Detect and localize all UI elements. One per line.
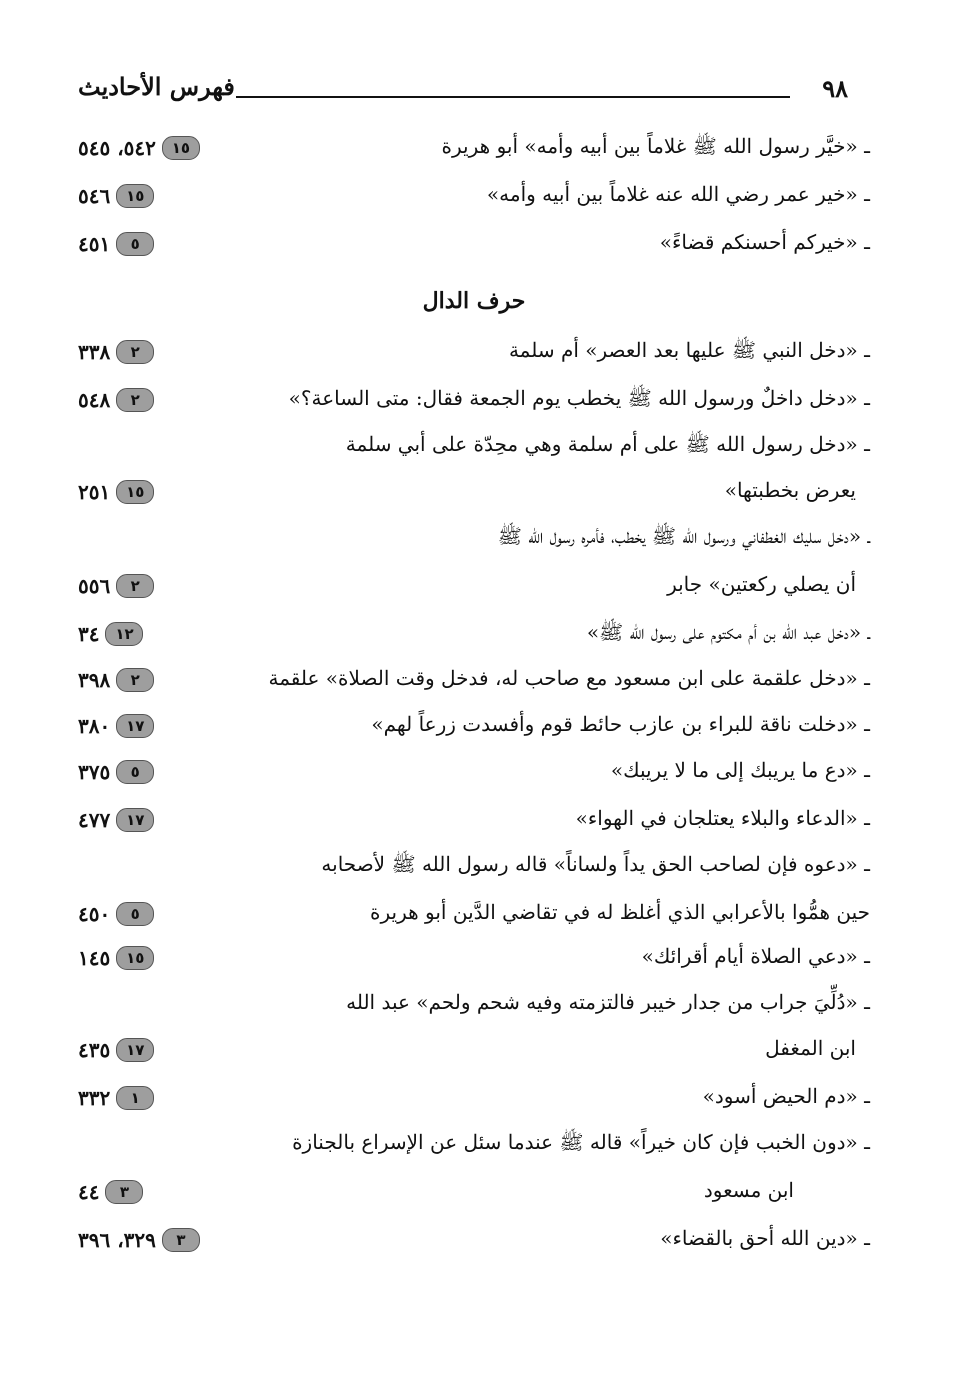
- entry-reference: [78, 622, 258, 646]
- index-entry: [78, 800, 870, 844]
- entry-reference: [78, 760, 258, 784]
- entry-text: ـ «دعوه فإن لصاحب الحق يداً ولساناً» قاله رسول الله ﷺ لأصحابه: [321, 852, 870, 876]
- volume-badge: ٣: [162, 1228, 200, 1252]
- index-entry-continuation: [78, 1030, 870, 1074]
- page-refs: ١٤٥: [78, 946, 111, 970]
- page-refs: ٣٣٨: [78, 340, 111, 364]
- page-refs: ٥٤٨: [78, 388, 111, 412]
- entry-reference: [78, 232, 258, 256]
- volume-badge: ١٧: [116, 714, 154, 738]
- index-entry: [78, 660, 870, 704]
- entry-reference: [78, 184, 258, 208]
- index-entry: [78, 176, 870, 220]
- page-refs: ٣٣٢: [78, 1086, 111, 1110]
- header-rule: [236, 96, 790, 98]
- entry-reference: [78, 902, 258, 926]
- index-entry: [78, 1124, 870, 1168]
- index-entry-continuation: [78, 566, 870, 610]
- entry-reference: [78, 388, 258, 412]
- entry-text: ـ «دخلت ناقة للبراء بن عازب حائط قوم وأفسدت زرعاً لهم»: [371, 712, 870, 736]
- entry-text: ـ «دين الله أحق بالقضاء»: [660, 1226, 870, 1250]
- index-entry: [78, 1220, 870, 1264]
- index-entry: [78, 380, 870, 424]
- page-refs: ٥٤٦: [78, 184, 111, 208]
- entry-text: ـ «دخل النبي ﷺ عليها بعد العصر» أم سلمة: [508, 338, 870, 362]
- index-entry: [78, 518, 870, 562]
- entry-text: ـ «دون الخبب فإن كان خيراً» قاله ﷺ عندما سئل عن الإسراع بالجنازة: [292, 1130, 870, 1154]
- volume-badge: ١٥: [162, 136, 200, 160]
- entry-reference: [78, 1228, 258, 1252]
- entry-text: ابن المغفل: [765, 1036, 856, 1060]
- index-entry: [78, 128, 870, 172]
- index-entry-continuation: [78, 472, 870, 516]
- entry-reference: [78, 480, 258, 504]
- entry-reference: [78, 574, 258, 598]
- entry-text: ـ «دخل عبد الله بن أم مكتوم على رسول الله ﷺ»: [586, 620, 870, 644]
- page-number: ٩٨: [822, 74, 848, 103]
- index-entry: [78, 706, 870, 750]
- page-refs: ٤٣٥: [78, 1038, 111, 1062]
- entry-text: أن يصلي ركعتين» جابر: [667, 572, 856, 596]
- entry-reference: [78, 1086, 258, 1110]
- entry-text: ـ «دخل رسول الله ﷺ على أم سلمة وهي محِدّة على أبي سلمة: [345, 432, 870, 456]
- entry-text: ـ «دع ما يريبك إلى ما لا يريبك»: [610, 758, 870, 782]
- entry-reference: [78, 946, 258, 970]
- volume-badge: ١٥: [116, 480, 154, 504]
- entry-text: ـ «دعي الصلاة أيام أقرائك»: [641, 944, 870, 968]
- volume-badge: ١: [116, 1086, 154, 1110]
- index-entry: [78, 1078, 870, 1122]
- entry-text: ابن مسعود: [703, 1178, 794, 1202]
- entry-text: ـ «دخل سليك الغطفاني ورسول الله ﷺ يخطب، فأمره رسول الله ﷺ: [497, 524, 870, 548]
- page-refs: ٤٤: [78, 1180, 100, 1204]
- index-entry: [78, 426, 870, 470]
- volume-badge: ٢: [116, 340, 154, 364]
- entry-text: ـ «دخل داخلٌ ورسول الله ﷺ يخطب يوم الجمعة فقال: متى الساعة؟»: [288, 386, 870, 410]
- entry-text: ـ «خيَّر رسول الله ﷺ غلاماً بين أبيه وأمه» أبو هريرة: [441, 134, 870, 158]
- header-title: فهرس الأحاديث: [78, 72, 235, 101]
- entry-reference: [78, 808, 258, 832]
- entry-reference: [78, 1038, 258, 1062]
- page-refs: ٢٥١: [78, 480, 111, 504]
- page-refs: ٤٥٠: [78, 902, 111, 926]
- index-entry-continuation: [78, 894, 870, 938]
- volume-badge: ٥: [116, 232, 154, 256]
- volume-badge: ١٥: [116, 946, 154, 970]
- entry-reference: [78, 340, 258, 364]
- entry-reference: [78, 136, 258, 160]
- page-refs: ٤٧٧: [78, 808, 111, 832]
- volume-badge: ١٧: [116, 1038, 154, 1062]
- volume-badge: ٢: [116, 574, 154, 598]
- page-refs: ٣٢٩، ٣٩٦: [78, 1228, 156, 1252]
- entry-text: ـ «خيركم أحسنكم قضاءً»: [659, 230, 870, 254]
- volume-badge: ٥: [116, 902, 154, 926]
- entry-reference: [78, 714, 258, 738]
- entry-text: ـ «دُلِّيَ جراب من جدار خيبر فالتزمته وفيه شحم ولحم» عبد الله: [346, 990, 870, 1014]
- volume-badge: ٢: [116, 668, 154, 692]
- volume-badge: ٣: [105, 1180, 143, 1204]
- entry-text: يعرض بخطبتها»: [724, 478, 856, 502]
- volume-badge: ١٢: [105, 622, 143, 646]
- volume-badge: ٢: [116, 388, 154, 412]
- entry-text: ـ «دم الحيض أسود»: [702, 1084, 870, 1108]
- page-refs: ٣٧٥: [78, 760, 111, 784]
- page-refs: ٣٤: [78, 622, 100, 646]
- page-refs: ٥٤٢، ٥٤٥: [78, 136, 156, 160]
- volume-badge: ٥: [116, 760, 154, 784]
- index-entry: [78, 984, 870, 1028]
- volume-badge: ١٥: [116, 184, 154, 208]
- page-header: [78, 72, 848, 112]
- page-refs: ٣٨٠: [78, 714, 111, 738]
- page-refs: ٥٥٦: [78, 574, 111, 598]
- entry-reference: [78, 1180, 258, 1204]
- entry-text: ـ «خير عمر رضي الله عنه غلاماً بين أبيه وأمه»: [486, 182, 870, 206]
- entry-text: حين همُّوا بالأعرابي الذي أغلظ له في تقاضي الدَّين أبو هريرة: [370, 900, 870, 924]
- index-entry: [78, 938, 870, 982]
- entry-text: ـ «دخل علقمة على ابن مسعود مع صاحب له، فدخل وقت الصلاة» علقمة: [268, 666, 870, 690]
- index-entry: [78, 224, 870, 268]
- section-title: حرف الدال: [422, 288, 526, 314]
- volume-badge: ١٧: [116, 808, 154, 832]
- index-entry: [78, 332, 870, 376]
- page-refs: ٤٥١: [78, 232, 111, 256]
- index-entry: [78, 614, 870, 658]
- page-refs: ٣٩٨: [78, 668, 111, 692]
- entry-text: ـ «الدعاء والبلاء يعتلجان في الهواء»: [575, 806, 870, 830]
- index-entry: [78, 846, 870, 890]
- entry-reference: [78, 668, 258, 692]
- index-entry-continuation: [78, 1172, 870, 1216]
- index-entry: [78, 752, 870, 796]
